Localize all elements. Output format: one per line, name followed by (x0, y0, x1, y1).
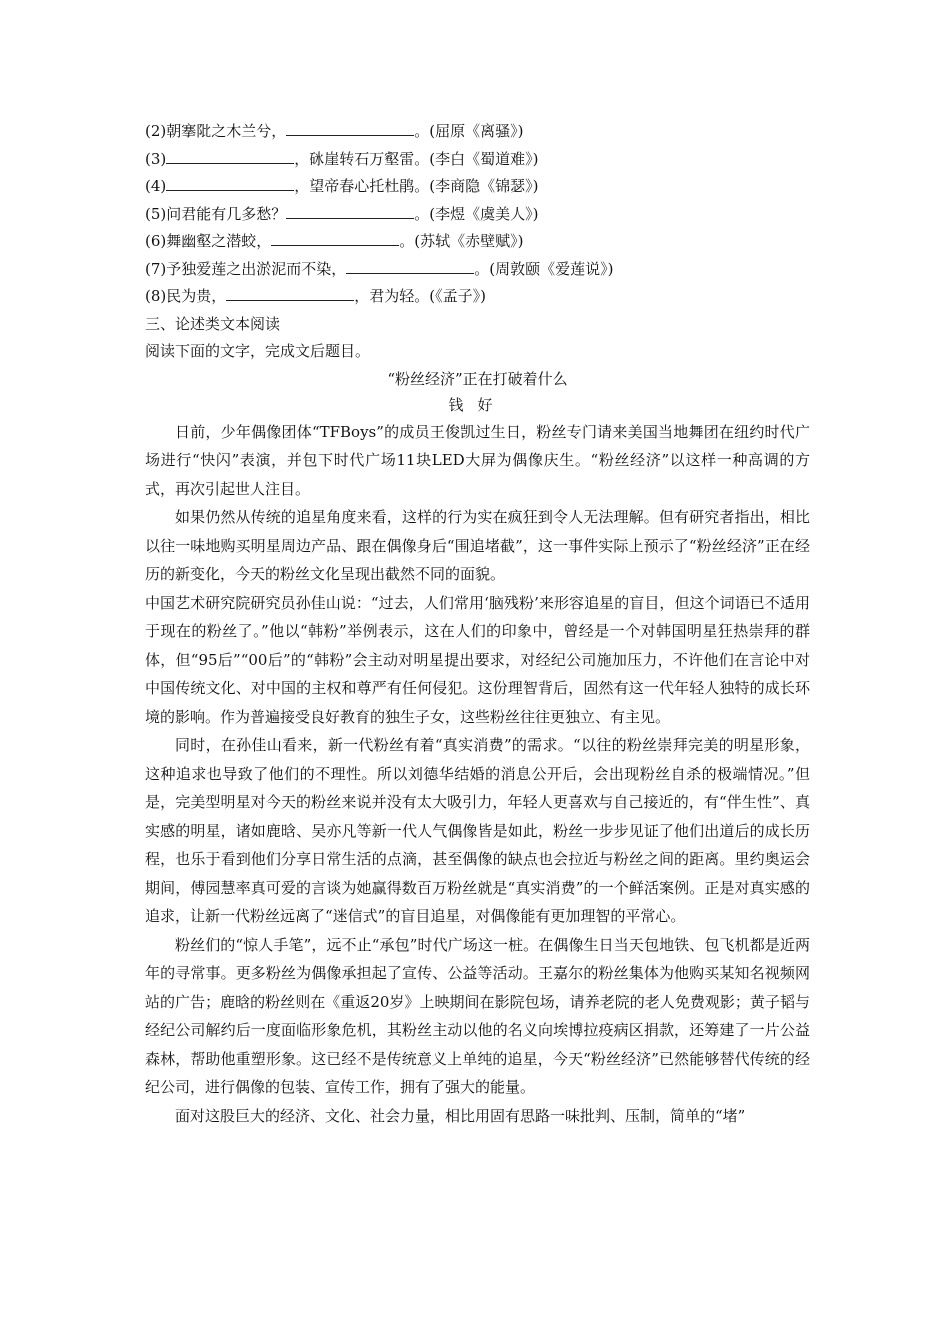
article-author: 钱好 (448, 395, 507, 414)
answer-blank[interactable] (271, 231, 399, 246)
article-paragraph: 粉丝们的“惊人手笔”，远不止“承包”时代广场这一桩。在偶像生日当天包地铁、包飞机都是近两年的寻常事。更多粉丝为偶像承担起了宣传、公益等活动。王嘉尔的粉丝集体为他购买某知名视频网站的广告；鹿晗的粉丝则在《重返20岁》上映期间在影院包场，请养老院的老人免费观影；黄子韬与经纪公司解约后一度面临形象危机，其粉丝主动以他的名义向埃博拉疫病区捐款，还筹建了一片公益森林，帮助他重塑形象。这已经不是传统意义上单纯的追星，今天“粉丝经济”已然能够替代传统的经纪公司，进行偶像的包装、宣传工作，拥有了强大的能量。 (145, 935, 810, 1096)
item-text-after: ，望帝春心托杜鹃。 (294, 177, 430, 195)
answer-blank[interactable] (346, 259, 474, 274)
article-title: “粉丝经济”正在打破着什么 (387, 369, 568, 388)
item-number: (5) (145, 204, 167, 223)
item-source: (周敦颐《爱莲说》) (489, 259, 614, 278)
article-paragraph: 如果仍然从传统的追星角度来看，这样的行为实在疯狂到令人无法理解。但有研究者指出，相比以往一味地购买明星周边产品、跟在偶像身后“围追堵截”，这一事件实际上预示了“粉丝经济”正在经历的新变化，今天的粉丝文化呈现出截然不同的面貌。 (145, 508, 810, 583)
article-paragraph: 面对这股巨大的经济、文化、社会力量，相比用固有思路一味批判、压制，简单的“堵” (175, 1106, 746, 1125)
item-number: (2) (145, 122, 167, 140)
item-number: (8) (145, 287, 167, 305)
fill-item (145, 118, 810, 146)
item-number: (3) (145, 149, 167, 168)
fill-item (145, 283, 810, 311)
article-body (145, 418, 810, 1131)
answer-blank[interactable] (226, 286, 354, 301)
answer-blank[interactable] (166, 176, 294, 191)
document-page (145, 118, 810, 1130)
article-paragraph: 中国艺术研究院研究员孙佳山说：“过去，人们常用‘脑残粉’来形容追星的盲目，但这个词语已不适用于现在的粉丝了。”他以“韩粉”举例表示，这在人们的印象中，曾经是一个对韩国明星狂热崇拜的群体，但“95后”“00后”的“韩粉”会主动对明星提出要求，对经纪公司施加压力，不许他们在言论中对中国传统文化、对中国的主权和尊严有任何侵犯。这份理智背后，固然有这一代年轻人独特的成长环境的影响。作为普遍接受良好教育的独生子女，这些粉丝往往更独立、有主见。 (145, 593, 810, 726)
article-paragraph: 日前，少年偶像团体“TFBoys”的成员王俊凯过生日，粉丝专门请来美国当地舞团在纽约时代广场进行“快闪”表演，并包下时代广场11块LED大屏为偶像庆生。“粉丝经济”以这样一种高调的方式，再次引起世人注目。 (145, 422, 810, 498)
item-number: (7) (145, 259, 167, 278)
item-text-before: 舞幽壑之潜蛟， (166, 232, 272, 250)
answer-blank[interactable] (286, 204, 414, 219)
item-text-before: 朝搴阰之木兰兮， (166, 122, 287, 140)
answer-blank[interactable] (286, 121, 414, 136)
fill-item (145, 228, 810, 256)
item-text-before: 问君能有几多愁？ (166, 204, 287, 223)
answer-blank[interactable] (166, 149, 294, 164)
item-source: (《孟子》) (429, 287, 486, 305)
fill-item (145, 256, 810, 284)
item-text-after: ，砯崖转石万壑雷。 (294, 149, 430, 168)
item-text-after: 。 (474, 259, 490, 278)
fill-in-list (145, 118, 810, 311)
section-instruction: 阅读下面的文字，完成文后题目。 (145, 342, 371, 360)
fill-item (145, 201, 810, 229)
item-number: (4) (145, 177, 167, 195)
item-number: (6) (145, 232, 167, 250)
article-paragraph: 同时，在孙佳山看来，新一代粉丝有着“真实消费”的需求。“以往的粉丝崇拜完美的明星形象，这种追求也导致了他们的不理性。所以刘德华结婚的消息公开后，会出现粉丝自杀的极端情况。”但是，完美型明星对今天的粉丝来说并没有太大吸引力，年轻人更喜欢与自己接近的，有“伴生性”、真实感的明星，诸如鹿晗、吴亦凡等新一代人气偶像皆是如此，粉丝一步步见证了他们出道后的成长历程，也乐于看到他们分享日常生活的点滴，甚至偶像的缺点也会拉近与粉丝之间的距离。里约奥运会期间，傅园慧率真可爱的言谈为她赢得数百万粉丝就是“真实消费”的一个鲜活案例。正是对真实感的追求，让新一代粉丝远离了“迷信式”的盲目追星，对偶像能有更加理智的平常心。 (145, 736, 810, 925)
item-source: (李白《蜀道难》) (429, 149, 539, 168)
item-text-after: 。 (414, 204, 430, 223)
fill-item (145, 173, 810, 201)
item-text-after: 。 (414, 122, 430, 140)
section-heading: 三、论述类文本阅读 (145, 314, 281, 333)
item-text-after: 。 (399, 232, 415, 250)
item-source: (屈原《离骚》) (429, 122, 524, 140)
item-source: (李商隐《锦瑟》) (429, 177, 539, 195)
item-text-after: ，君为轻。 (354, 287, 430, 305)
fill-item (145, 146, 810, 174)
item-text-before: 民为贵， (166, 287, 227, 305)
item-text-before: 予独爱莲之出淤泥而不染， (166, 259, 347, 278)
item-source: (李煜《虞美人》) (429, 204, 539, 223)
item-source: (苏轼《赤壁赋》) (414, 232, 524, 250)
